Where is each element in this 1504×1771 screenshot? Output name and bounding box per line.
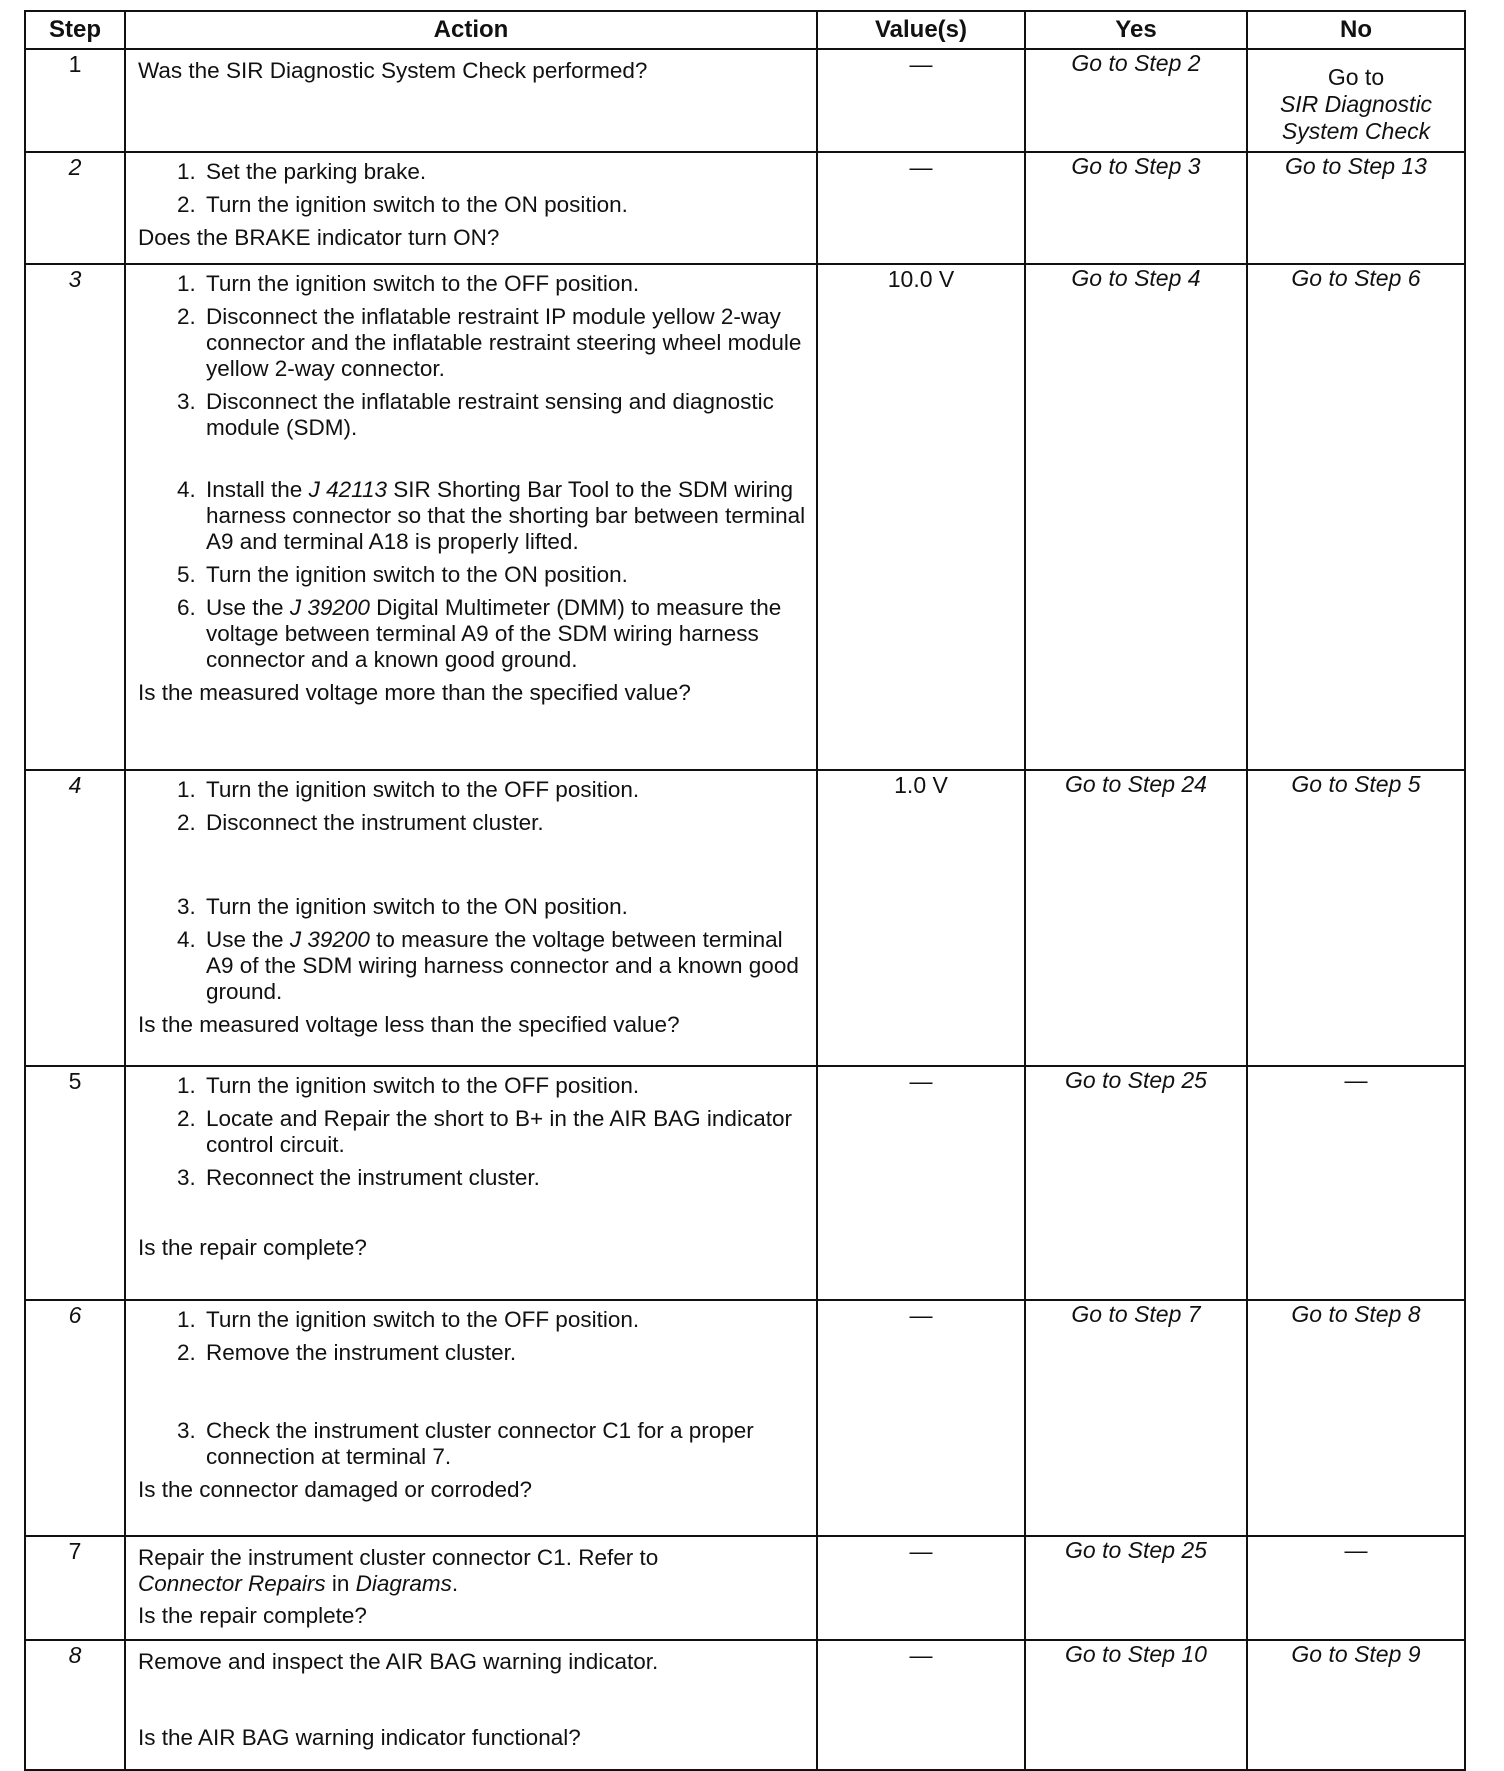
action-item: 5. Turn the ignition switch to the ON position.: [202, 562, 806, 588]
action-cell: [125, 1300, 817, 1536]
table-row-step-4: [25, 770, 1465, 1066]
yes-cell: Go to Step 7: [1025, 1300, 1247, 1536]
step-number: 8: [25, 1640, 125, 1770]
step-number: 7: [25, 1536, 125, 1640]
yes-cell: Go to Step 2: [1025, 49, 1247, 152]
step-number: 2: [25, 152, 125, 264]
action-item: 1. Turn the ignition switch to the OFF position.: [202, 1073, 806, 1099]
header-step: Step: [25, 11, 125, 49]
reference-link: Diagrams: [355, 1571, 452, 1596]
step-number: 3: [25, 264, 125, 770]
value-cell: 1.0 V: [817, 770, 1025, 1066]
action-cell: [125, 49, 817, 152]
no-reference: SIR Diagnostic System Check: [1279, 91, 1433, 144]
value-cell: —: [817, 1536, 1025, 1640]
no-cell: Go to Step 5: [1247, 770, 1465, 1066]
action-item: 2. Remove the instrument cluster.: [202, 1340, 806, 1366]
action-list: [138, 777, 806, 1005]
no-cell: Go to Step 9: [1247, 1640, 1465, 1770]
action-item: 2. Disconnect the instrument cluster.: [202, 810, 806, 836]
action-cell: [125, 152, 817, 264]
action-cell: [125, 264, 817, 770]
header-action: Action: [125, 11, 817, 49]
yes-cell: Go to Step 25: [1025, 1536, 1247, 1640]
action-text: Remove and inspect the AIR BAG warning indicator.: [138, 1649, 659, 1674]
no-cell: —: [1247, 1536, 1465, 1640]
action-question: Does the BRAKE indicator turn ON?: [138, 225, 500, 250]
action-item: 2. Locate and Repair the short to B+ in the AIR BAG indicator control circuit.: [202, 1106, 806, 1158]
diagnostic-table: [24, 10, 1466, 1771]
action-cell: [125, 1536, 817, 1640]
value-cell: —: [817, 1640, 1025, 1770]
action-item: 2. Disconnect the inflatable restraint IP module yellow 2-way connector and the inflatable restraint steering wheel module yellow 2-way connector.: [202, 304, 806, 382]
action-question: Is the AIR BAG warning indicator functional?: [138, 1725, 581, 1750]
no-cell: Go to Step 6: [1247, 264, 1465, 770]
step-number: 4: [25, 770, 125, 1066]
action-question: Was the SIR Diagnostic System Check performed?: [138, 58, 648, 83]
header-no: No: [1247, 11, 1465, 49]
yes-cell: Go to Step 24: [1025, 770, 1247, 1066]
yes-cell: Go to Step 10: [1025, 1640, 1247, 1770]
action-question: Is the measured voltage less than the specified value?: [138, 1012, 680, 1037]
action-list: [138, 1073, 806, 1191]
action-item: 4. Install the J 42113 SIR Shorting Bar Tool to the SDM wiring harness connector so that the shorting bar between terminal A9 and terminal A18 is properly lifted.: [202, 477, 806, 555]
table-row-step-6: [25, 1300, 1465, 1536]
value-cell: —: [817, 1066, 1025, 1300]
action-item: 6. Use the J 39200 Digital Multimeter (DMM) to measure the voltage between terminal A9 of the SDM wiring harness connector and a known good ground.: [202, 595, 806, 673]
table-row-step-3: [25, 264, 1465, 770]
header-yes: Yes: [1025, 11, 1247, 49]
action-cell: [125, 770, 817, 1066]
value-cell: 10.0 V: [817, 264, 1025, 770]
action-text: Repair the instrument cluster connector C1. Refer to Connector Repairs in Diagrams.: [138, 1545, 659, 1596]
action-list: [138, 1307, 806, 1470]
action-item: 4. Use the J 39200 to measure the voltage between terminal A9 of the SDM wiring harness connector and a known good ground.: [202, 927, 806, 1005]
value-cell: —: [817, 152, 1025, 264]
reference-link: Connector Repairs: [138, 1571, 326, 1596]
action-cell: [125, 1640, 817, 1770]
no-cell: [1247, 49, 1465, 152]
yes-cell: Go to Step 4: [1025, 264, 1247, 770]
value-cell: —: [817, 49, 1025, 152]
action-question: Is the repair complete?: [138, 1235, 367, 1260]
action-question: Is the repair complete?: [138, 1603, 367, 1628]
header-values: Value(s): [817, 11, 1025, 49]
tool-reference: J 42113: [308, 477, 387, 502]
action-item: 2. Turn the ignition switch to the ON position.: [202, 192, 806, 218]
yes-cell: Go to Step 25: [1025, 1066, 1247, 1300]
no-cell: —: [1247, 1066, 1465, 1300]
action-item: 1. Turn the ignition switch to the OFF position.: [202, 271, 806, 297]
no-cell: Go to Step 8: [1247, 1300, 1465, 1536]
action-item: 1. Turn the ignition switch to the OFF position.: [202, 1307, 806, 1333]
header-row: [25, 11, 1465, 49]
action-item: 3. Disconnect the inflatable restraint sensing and diagnostic module (SDM).: [202, 389, 806, 441]
step-number: 1: [25, 49, 125, 152]
tool-reference: J 39200: [289, 595, 370, 620]
action-item: 3. Turn the ignition switch to the ON position.: [202, 894, 806, 920]
action-list: [138, 271, 806, 673]
action-list: [138, 159, 806, 218]
table-row-step-5: [25, 1066, 1465, 1300]
no-prefix: Go to: [1327, 64, 1385, 90]
no-cell: Go to Step 13: [1247, 152, 1465, 264]
action-cell: [125, 1066, 817, 1300]
action-item: 3. Reconnect the instrument cluster.: [202, 1165, 806, 1191]
value-cell: —: [817, 1300, 1025, 1536]
action-item: 1. Turn the ignition switch to the OFF position.: [202, 777, 806, 803]
table-row-step-2: [25, 152, 1465, 264]
step-number: 5: [25, 1066, 125, 1300]
action-question: Is the measured voltage more than the specified value?: [138, 680, 691, 705]
step-number: 6: [25, 1300, 125, 1536]
table-row-step-7: [25, 1536, 1465, 1640]
tool-reference: J 39200: [289, 927, 370, 952]
action-question: Is the connector damaged or corroded?: [138, 1477, 532, 1502]
table-row-step-8: [25, 1640, 1465, 1770]
yes-cell: Go to Step 3: [1025, 152, 1247, 264]
action-item: 3. Check the instrument cluster connector C1 for a proper connection at terminal 7.: [202, 1418, 806, 1470]
action-item: 1. Set the parking brake.: [202, 159, 806, 185]
table-row-step-1: [25, 49, 1465, 152]
